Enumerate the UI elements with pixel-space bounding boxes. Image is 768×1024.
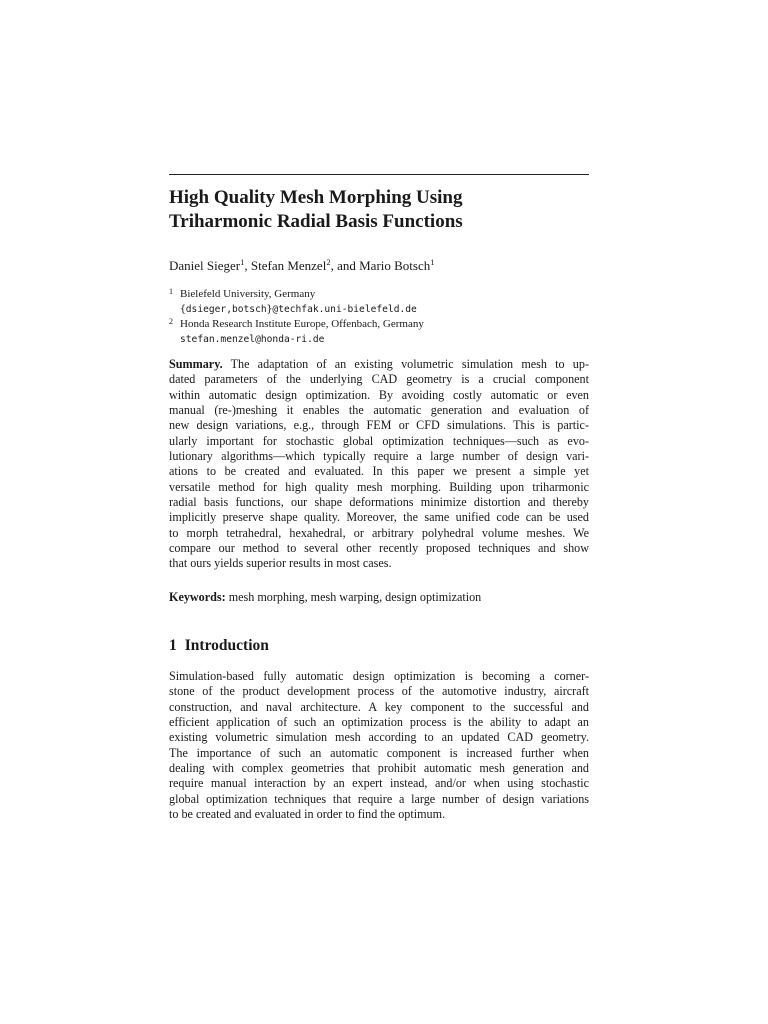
affiliation-number: 1 [169, 287, 173, 296]
author-affil-mark: 1 [240, 257, 245, 267]
abstract-line: versatile method for high quality mesh morphing. Building upon triharmonic [169, 479, 589, 494]
affiliation-2-email-line [169, 332, 589, 347]
keywords-label: Keywords: [169, 590, 226, 604]
title-line: Triharmonic Radial Basis Functions [169, 211, 463, 232]
intro-line: dealing with complex geometries that prohibit automatic mesh generation and [169, 761, 589, 776]
affiliations [169, 287, 589, 347]
abstract-line: that ours yields superior results in most cases. [169, 556, 392, 571]
author-list [169, 258, 435, 274]
affiliation-institution: Bielefeld University, Germany [180, 288, 316, 300]
intro-line: efficient application of such an optimization process is the ability to adapt an [169, 715, 589, 730]
author-affil-mark: 2 [326, 257, 331, 267]
author-name: Daniel Sieger [169, 258, 241, 273]
abstract-line: radial basis functions, our shape deformations minimize distortion and thereby [169, 495, 589, 510]
abstract-line: ations to be created and evaluated. In this paper we present a simple yet [169, 464, 589, 479]
intro-line: The importance of such an automatic component is increased further when [169, 745, 589, 760]
introduction-paragraph [169, 669, 589, 822]
author-separator: , and [330, 258, 360, 273]
affiliation-institution: Honda Research Institute Europe, Offenbach, Germany [180, 318, 424, 330]
affiliation-1-email-line [169, 302, 589, 317]
keywords-text: mesh morphing, mesh warping, design optimization [225, 590, 482, 604]
intro-line: existing volumetric simulation mesh according to an updated CAD geometry. [169, 730, 589, 745]
affiliation-email: {dsieger,botsch}@techfak.uni-bielefeld.de [180, 304, 417, 315]
abstract-line: within automatic design optimization. By avoiding costly automatic or even [169, 387, 589, 402]
section-title: Introduction [184, 637, 269, 654]
title-line: High Quality Mesh Morphing Using [169, 187, 463, 208]
intro-line: stone of the product development process of the automotive industry, aircraft [169, 684, 589, 699]
affiliation-2 [169, 317, 589, 332]
author-name: Stefan Menzel [250, 258, 327, 273]
intro-line: to be created and evaluated in order to find the optimum. [169, 807, 446, 822]
keywords [169, 590, 589, 605]
intro-line: global optimization techniques that require a large number of design variations [169, 791, 589, 806]
abstract-line: implicitly preserve shape quality. Moreover, the same unified code can be used [169, 510, 589, 525]
abstract-line: lutionary algorithms—which typically require a large number of design vari- [169, 449, 589, 464]
abstract-line [169, 357, 589, 372]
abstract-line: new design variations, e.g., through FEM or CFD simulations. This is partic- [169, 418, 589, 433]
abstract [169, 357, 589, 572]
title-rule [169, 174, 589, 175]
intro-line: Simulation-based fully automatic design optimization is becoming a corner- [169, 669, 589, 683]
paper-title [169, 186, 589, 234]
author-separator: , [244, 258, 251, 273]
author-name: Mario Botsch [359, 258, 431, 273]
abstract-text: The adaptation of an existing volumetric simulation mesh to up- [222, 357, 589, 371]
affiliation-number: 2 [169, 317, 173, 326]
affiliation-1 [169, 287, 589, 302]
abstract-line: manual (re-)meshing it enables the automatic generation and evaluation of [169, 403, 589, 418]
section-number: 1 [169, 637, 177, 654]
section-heading [169, 636, 269, 656]
intro-line: require manual interaction by an expert instead, and/or when using stochastic [169, 776, 589, 791]
affiliation-email: stefan.menzel@honda-ri.de [180, 334, 325, 345]
abstract-line: to morph tetrahedral, hexahedral, or arbitrary polyhedral volume meshes. We [169, 525, 589, 540]
abstract-line: compare our method to several other recently proposed techniques and show [169, 541, 589, 556]
abstract-label: Summary. [169, 357, 223, 371]
author-affil-mark: 1 [430, 257, 435, 267]
intro-line: construction, and naval architecture. A key component to the successful and [169, 699, 589, 714]
abstract-line: dated parameters of the underlying CAD geometry is a crucial component [169, 372, 589, 387]
abstract-line: ularly important for stochastic global optimization techniques—such as evo- [169, 433, 589, 448]
